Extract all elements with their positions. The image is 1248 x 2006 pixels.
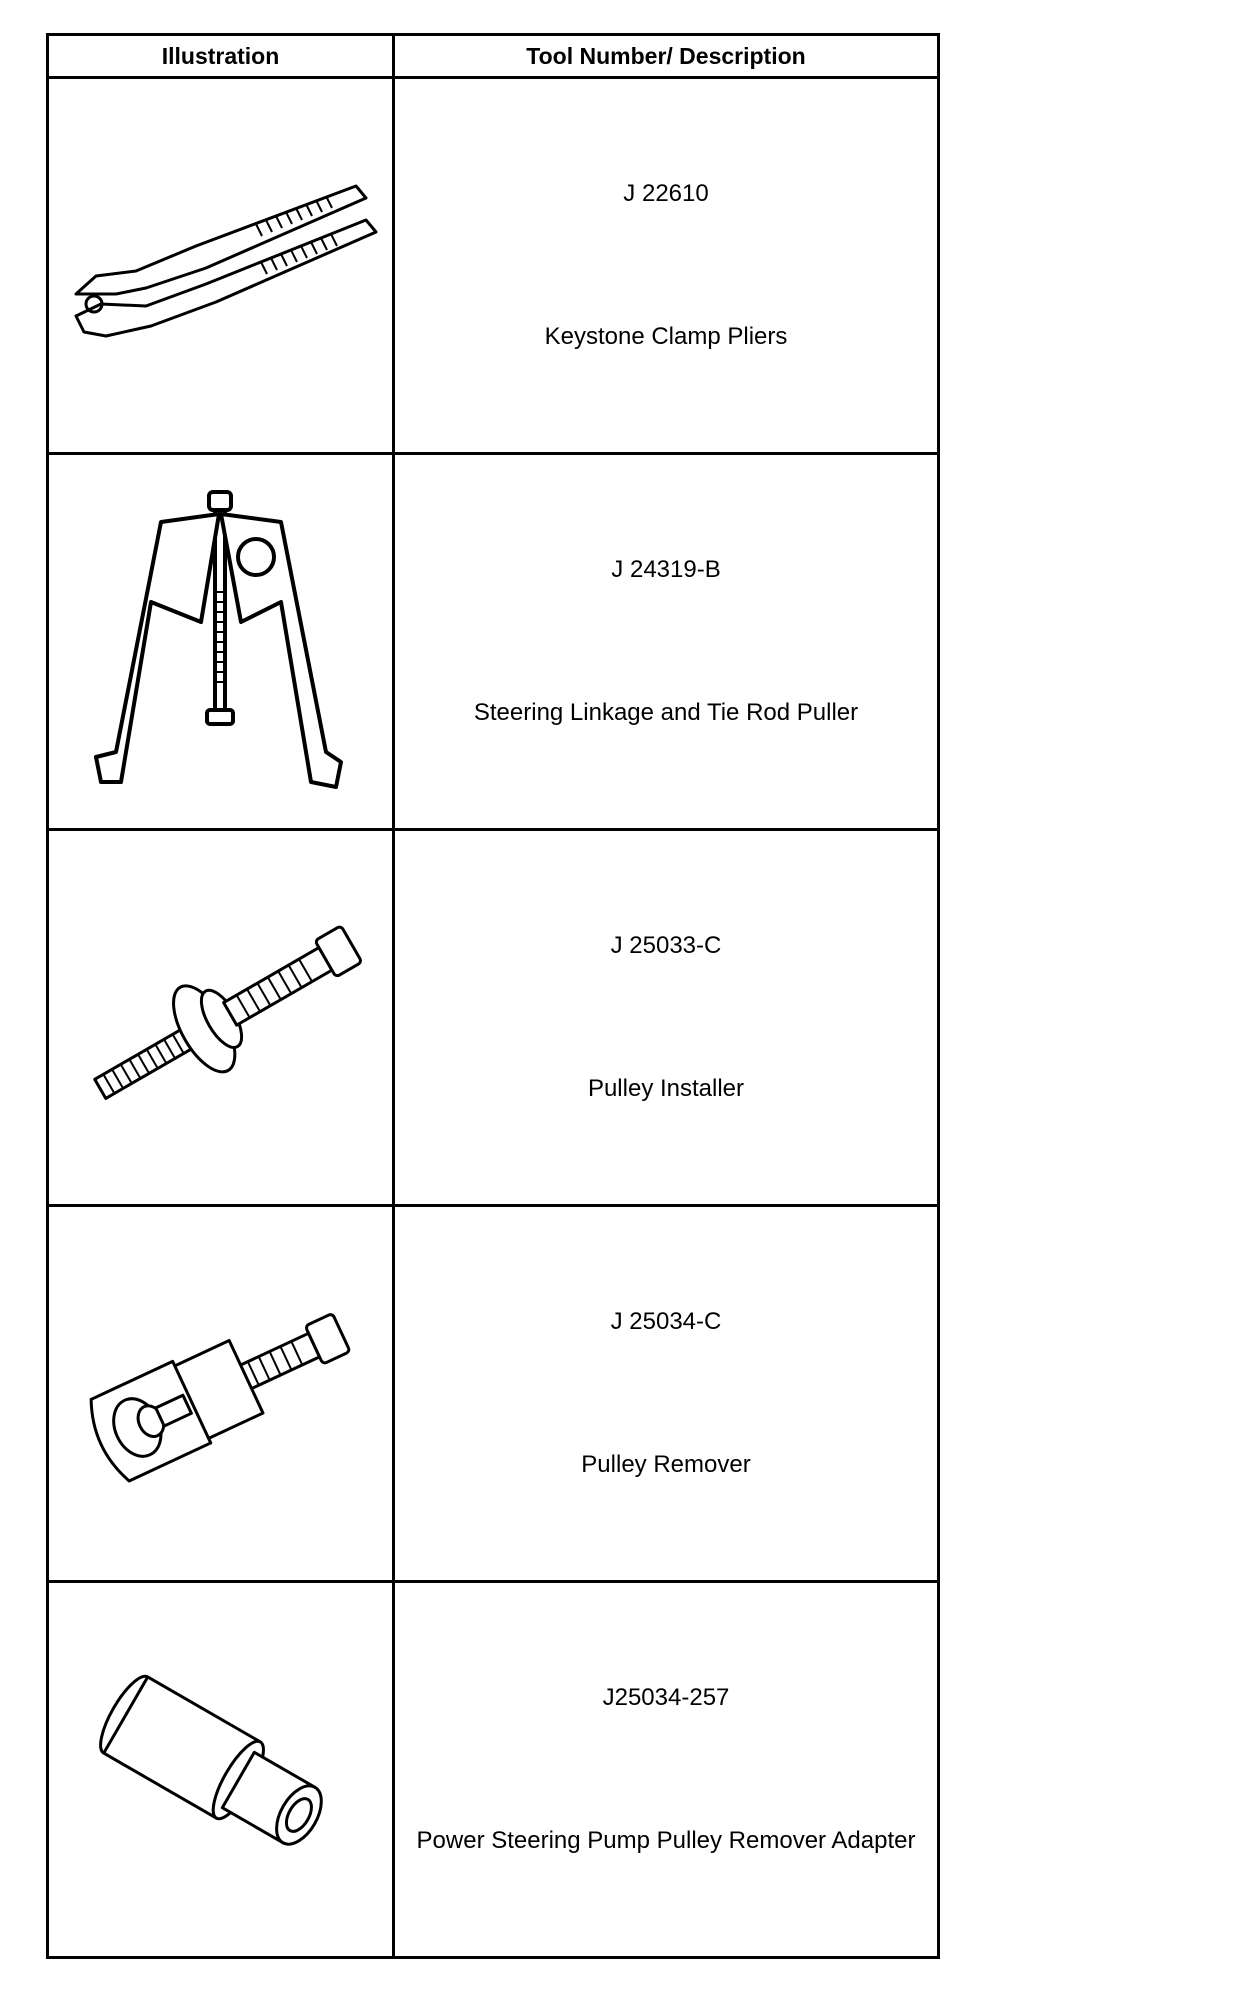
tool-description-cell: [394, 1582, 939, 1958]
tool-number: J 25033-C: [610, 932, 722, 959]
table-row: [48, 454, 939, 830]
tool-description: Power Steering Pump Pulley Remover Adapter: [416, 1827, 916, 1854]
illustration-cell: [48, 830, 394, 1206]
illustration-cell: [48, 1582, 394, 1958]
table-row: [48, 1206, 939, 1582]
tool-number: J 24319-B: [611, 556, 721, 583]
pulley-remover-icon: [71, 1284, 371, 1504]
tool-description: Steering Linkage and Tie Rod Puller: [473, 699, 859, 726]
tool-description: Pulley Installer: [587, 1075, 745, 1102]
tool-description: Pulley Remover: [581, 1451, 751, 1478]
table-row: [48, 1582, 939, 1958]
tool-description: Keystone Clamp Pliers: [544, 323, 788, 350]
tool-number: J25034-257: [602, 1684, 730, 1711]
illustration-cell: [48, 78, 394, 454]
tool-description-cell: [394, 830, 939, 1206]
tool-description-cell: [394, 454, 939, 830]
illustration-cell: [48, 454, 394, 830]
tool-number: J 25034-C: [610, 1308, 722, 1335]
table-row: [48, 78, 939, 454]
header-illustration: Illustration: [48, 35, 394, 78]
header-tool-description: Tool Number/ Description: [394, 35, 939, 78]
illustration-cell: [48, 1206, 394, 1582]
table-row: [48, 830, 939, 1206]
pulley-installer-icon: [61, 918, 381, 1118]
tool-description-cell: [394, 1206, 939, 1582]
tool-number: J 22610: [623, 180, 709, 207]
pulley-remover-adapter-icon: [71, 1660, 371, 1880]
tool-description-cell: [394, 78, 939, 454]
table-header-row: [48, 35, 939, 78]
tie-rod-puller-icon: [91, 482, 351, 802]
tools-table: [46, 33, 940, 1959]
keystone-clamp-pliers-icon: [56, 176, 386, 356]
